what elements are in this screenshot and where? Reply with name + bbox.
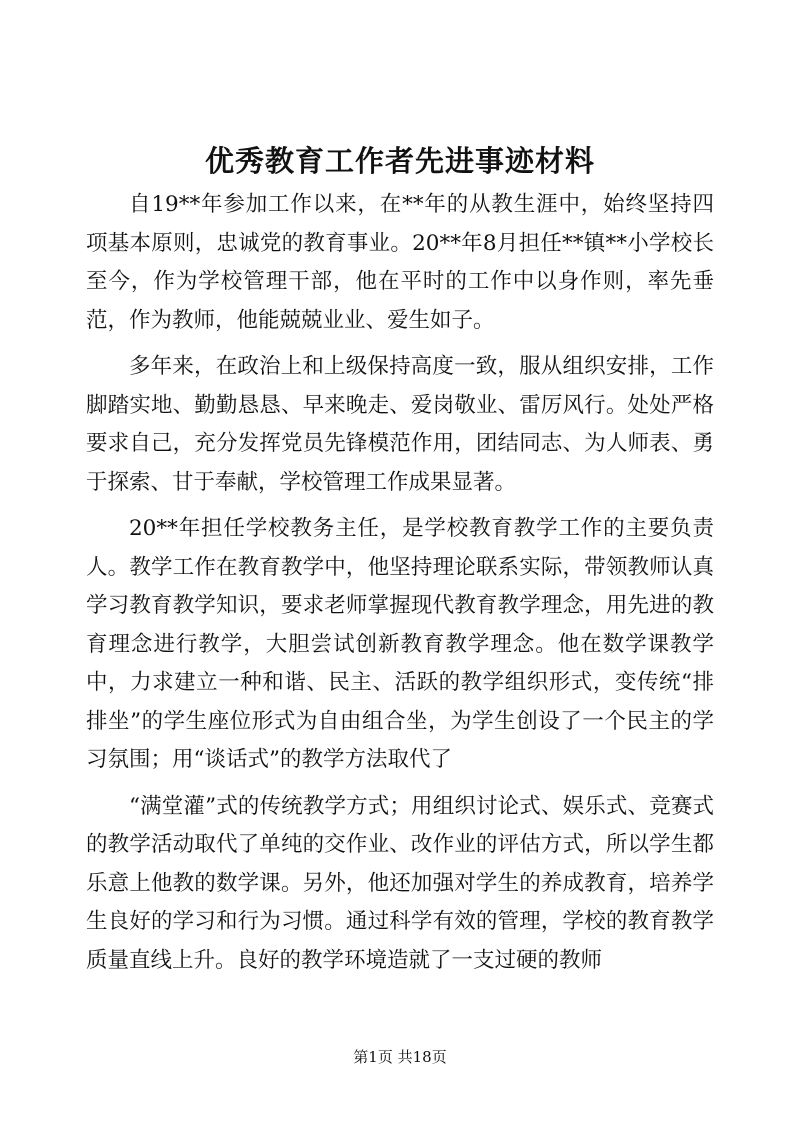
paragraph-3: 20**年担任学校教务主任，是学校教育教学工作的主要负责人。教学工作在教育教学中，他坚持理论联系实际，带领教师认真学习教育教学知识，要求老师掌握现代教育教学理念，用先进的教育理念进行教学，大胆尝试创新教育教学理念。他在数学课教学中，力求建立一种和谐、民主、活跃的教学组织形式，变传统“排排坐”的学生座位形式为自由组合坐，为学生创设了一个民主的学习氛围；用“谈话式”的教学方法取代了 xyxy=(86,516,714,772)
paragraph-4: “满堂灌”式的传统教学方式；用组织讨论式、娱乐式、竞赛式的教学活动取代了单纯的交作业、改作业的评估方式，所以学生都乐意上他教的数学课。另外，他还加强对学生的养成教育，培养学生良好的学习和行为习惯。通过科学有效的管理，学校的教育教学质量直线上升。良好的教学环境造就了一支过硬的教师 xyxy=(86,793,714,973)
document-body xyxy=(86,186,714,988)
document-title: 优秀教育工作者先进事迹材料 xyxy=(204,144,595,178)
paragraph-2: 多年来，在政治上和上级保持高度一致，服从组织安排，工作脚踏实地、勤勤恳恳、早来晚走、爱岗敬业、雷厉风行。处处严格要求自己，充分发挥党员先锋模范作用，团结同志、为人师表、勇于探索、甘于奉献，学校管理工作成果显著。 xyxy=(86,354,714,495)
paragraph-1: 自19**年参加工作以来，在**年的从教生涯中，始终坚持四项基本原则，忠诚党的教育事业。20**年8月担任**镇**小学校长至今，作为学校管理干部，他在平时的工作中以身作则，率先垂范，作为教师，他能兢兢业业、爱生如子。 xyxy=(86,192,714,333)
page-footer: 第1页 共18页 xyxy=(353,1048,447,1066)
